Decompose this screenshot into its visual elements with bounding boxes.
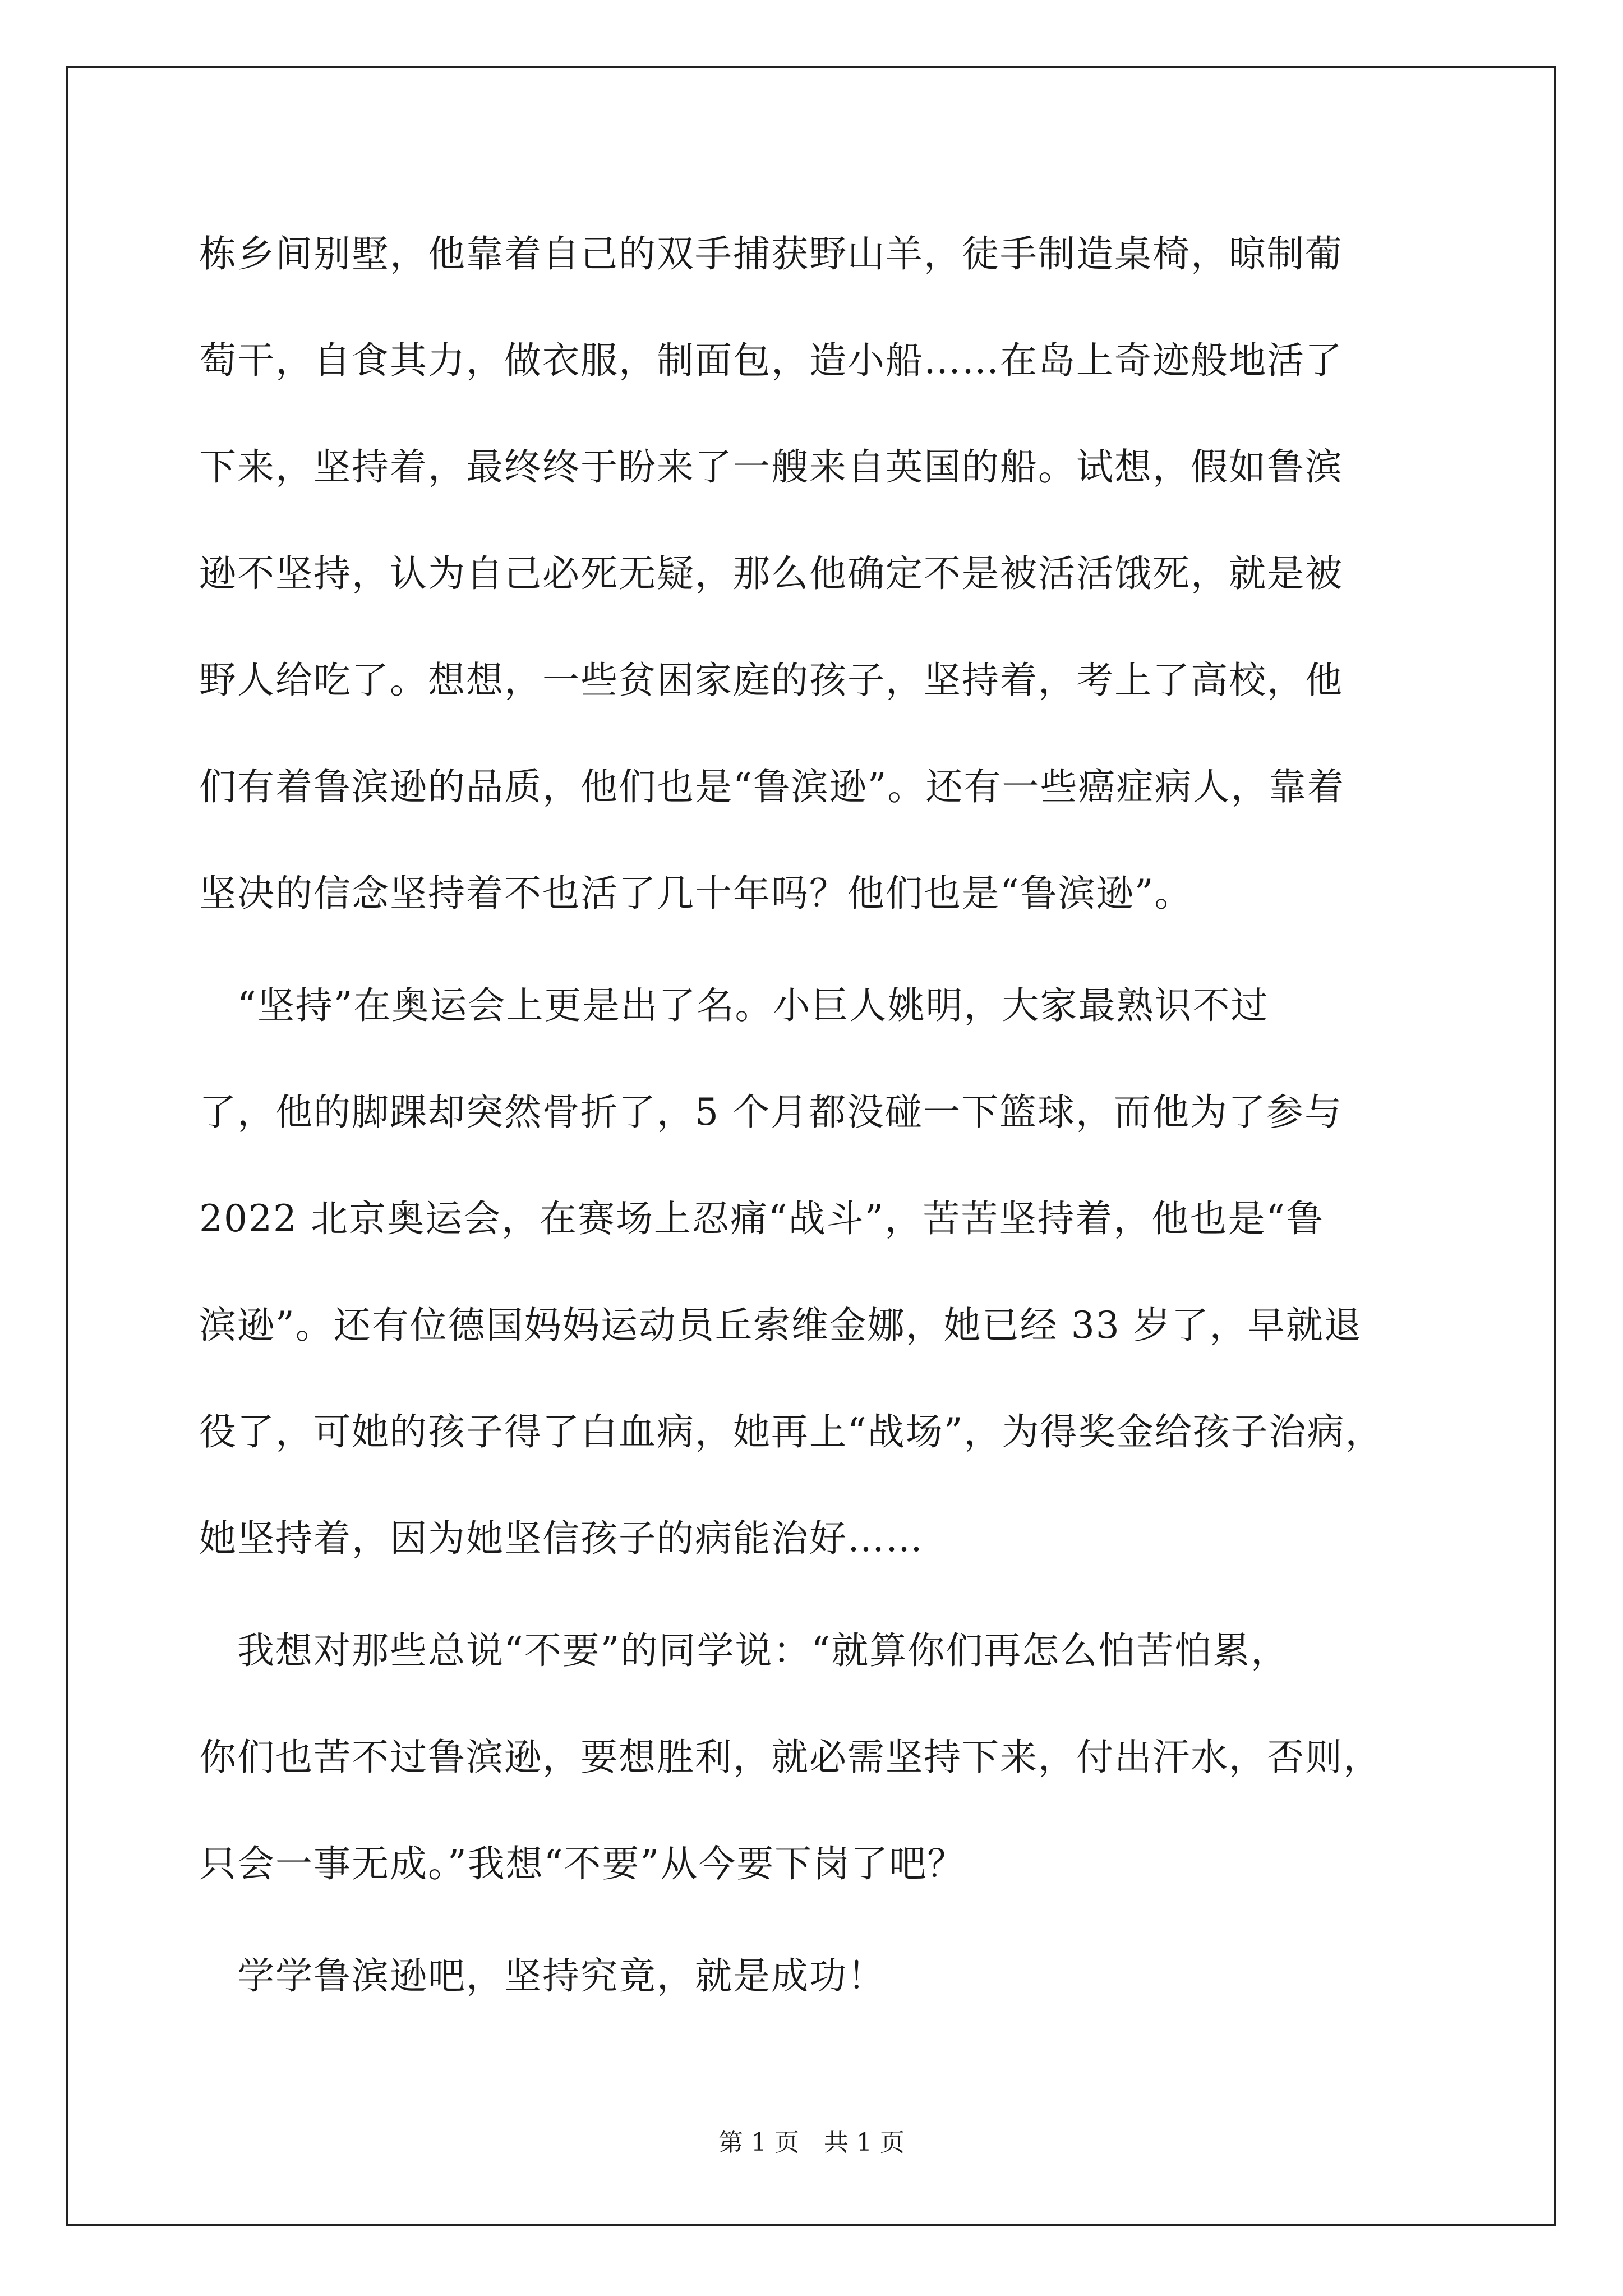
text-line: 了，他的脚踝却突然骨折了，5 个月都没碰一下篮球，而他为了参与 (199, 1091, 1343, 1134)
text-line: 我想对那些总说“不要”的同学说：“就算你们再怎么怕苦怕累， (199, 1629, 1289, 1672)
text-line: 役了，可她的孩子得了白血病，她再上“战场”，为得奖金给孩子治病， (199, 1410, 1384, 1453)
text-line: 坚决的信念坚持着不也活了几十年吗？他们也是“鲁滨逊”。 (199, 872, 1193, 915)
text-line: 她坚持着，因为她坚信孩子的病能治好…… (199, 1517, 924, 1560)
paragraph-1 (199, 201, 1427, 947)
text-line: 滨逊”。还有位德国妈妈运动员丘索维金娜，她已经 33 岁了，早就退 (199, 1304, 1362, 1347)
document-body (199, 201, 1427, 2030)
text-line: 下来，坚持着，最终终于盼来了一艘来自英国的船。试想，假如鲁滨 (199, 445, 1343, 489)
page-number: 第 1 页 共 1 页 (718, 2128, 905, 2157)
text-line: 学学鲁滨逊吧，坚持究竟，就是成功！ (199, 1954, 886, 1998)
text-line: 栋乡间别墅，他靠着自己的双手捕获野山羊，徒手制造桌椅，晾制葡 (199, 232, 1343, 275)
text-line: 野人给吃了。想想，一些贫困家庭的孩子，坚持着，考上了高校，他 (199, 659, 1343, 702)
paragraph-2 (199, 953, 1427, 1592)
text-line: 你们也苦不过鲁滨逊，要想胜利，就必需坚持下来，付出汗水，否则， (199, 1736, 1381, 1779)
text-line: 2022 北京奥运会，在赛场上忍痛“战斗”，苦苦坚持着，他也是“鲁 (199, 1197, 1325, 1240)
text-line: 逊不坚持，认为自己必死无疑，那么他确定不是被活活饿死，就是被 (199, 552, 1343, 595)
paragraph-3 (199, 1598, 1427, 1917)
text-line: 只会一事无成。”我想“不要”从今要下岗了吧？ (199, 1842, 966, 1885)
text-line: 们有着鲁滨逊的品质，他们也是“鲁滨逊”。还有一些癌症病人，靠着 (199, 765, 1345, 808)
text-line: 萄干，自食其力，做衣服，制面包，造小船……在岛上奇迹般地活了 (199, 339, 1343, 382)
paragraph-4 (199, 1923, 1427, 2030)
text-line: “坚持”在奥运会上更是出了名。小巨人姚明，大家最熟识不过 (199, 984, 1269, 1027)
